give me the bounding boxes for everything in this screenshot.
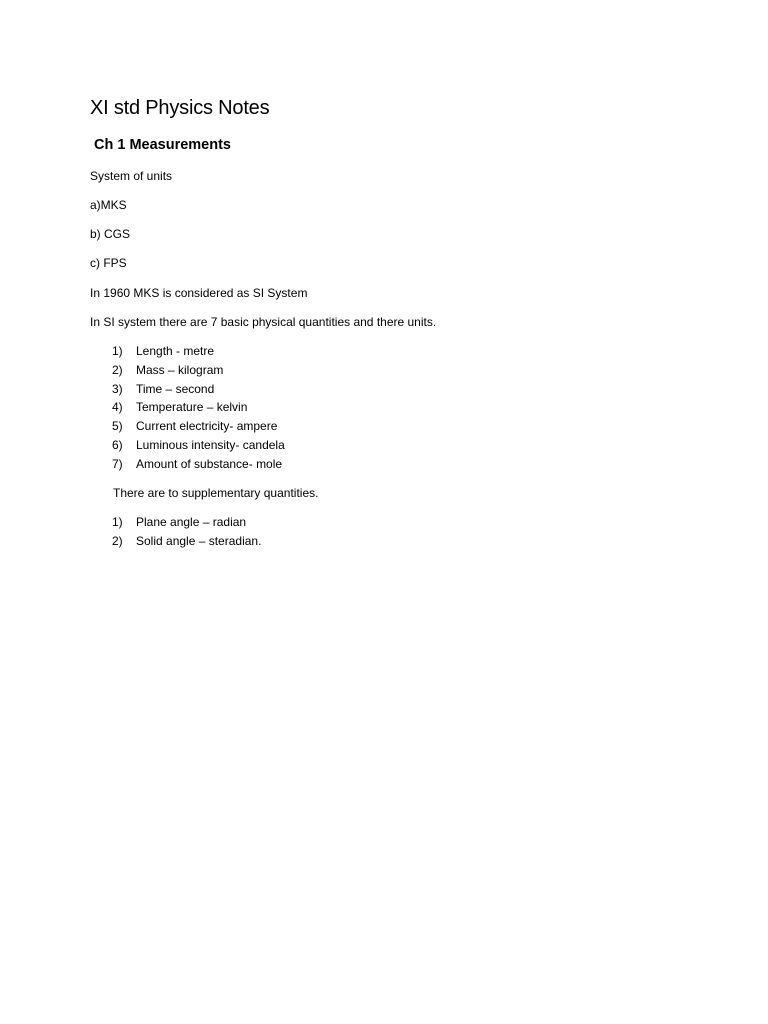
list-item — [112, 381, 285, 400]
list-text: Time – second — [136, 381, 215, 396]
supplementary-quantities-list — [112, 514, 261, 552]
page-title: XI std Physics Notes — [90, 97, 270, 119]
list-number: 3) — [112, 381, 123, 396]
list-text: Amount of substance- mole — [136, 456, 283, 471]
list-text: Plane angle – radian — [136, 515, 247, 529]
list-text: Length - metre — [136, 344, 215, 358]
list-text: Luminous intensity- candela — [136, 437, 285, 452]
list-number: 1) — [112, 515, 123, 529]
si-statement: In 1960 MKS is considered as SI System — [90, 286, 308, 300]
list-item — [112, 399, 285, 418]
list-text: Solid angle – steradian. — [136, 533, 262, 548]
system-of-units-heading: System of units — [90, 169, 173, 183]
list-item — [112, 456, 285, 475]
list-text: Mass – kilogram — [136, 362, 224, 377]
list-number: 7) — [112, 456, 123, 471]
unit-system-mks: a)MKS — [90, 198, 127, 212]
list-item — [112, 418, 285, 437]
list-item — [112, 343, 285, 362]
list-number: 2) — [112, 533, 123, 548]
list-number: 1) — [112, 344, 123, 358]
supplementary-intro: There are to supplementary quantities. — [113, 486, 319, 500]
chapter-heading: Ch 1 Measurements — [94, 137, 231, 153]
basic-quantities-intro: In SI system there are 7 basic physical quantities and there units. — [90, 315, 437, 329]
list-item — [112, 362, 285, 381]
list-text: Current electricity- ampere — [136, 419, 278, 434]
unit-system-fps: c) FPS — [90, 256, 127, 270]
list-item — [112, 533, 261, 552]
list-text: Temperature – kelvin — [136, 400, 248, 415]
list-number: 2) — [112, 362, 123, 377]
unit-system-cgs: b) CGS — [90, 227, 131, 241]
list-item — [112, 514, 261, 533]
list-number: 5) — [112, 419, 123, 434]
list-number: 4) — [112, 400, 123, 415]
list-number: 6) — [112, 437, 123, 452]
basic-quantities-list — [112, 343, 285, 475]
list-item — [112, 437, 285, 456]
